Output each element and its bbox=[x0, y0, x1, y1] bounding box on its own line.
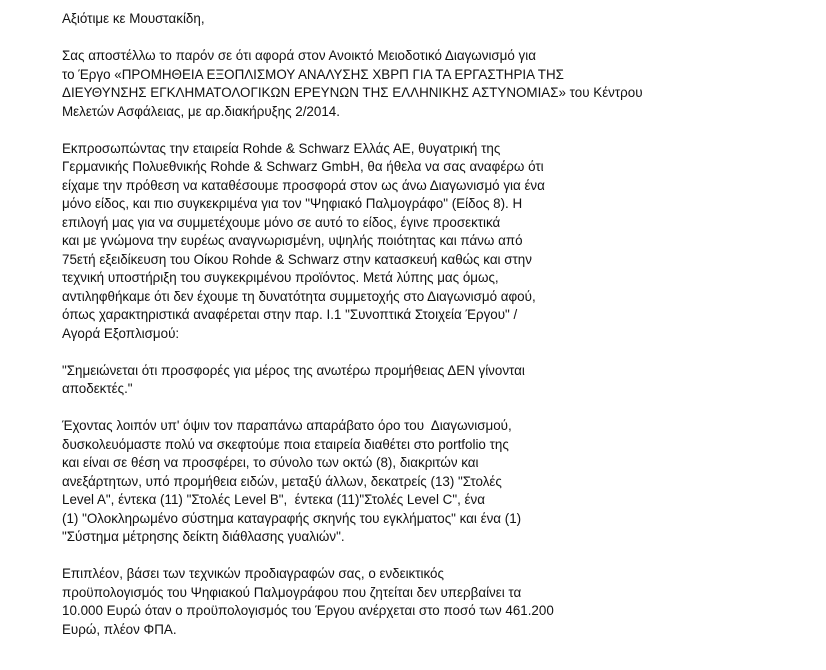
paragraph-gap bbox=[62, 399, 812, 418]
text-line: δυσκολευόμαστε πολύ να σκεφτούμε ποια εταιρεία διαθέτει στο portfolio της bbox=[62, 436, 509, 452]
text-line: και είναι σε θέση να προσφέρει, το σύνολο των οκτώ (8), διακριτών και bbox=[62, 455, 479, 470]
text-line: επιλογή μας για να συμμετέχουμε μόνο σε αυτό το είδος, έγινε προσεκτικά bbox=[62, 214, 501, 230]
letter-body bbox=[62, 10, 812, 639]
text-line: Αγορά Εξοπλισμού: bbox=[62, 325, 180, 341]
text-line: Επιπλέον, βάσει των τεχνικών προδιαγραφών σας, ο ενδεικτικός bbox=[62, 566, 444, 581]
text-line: ανεξάρτητων, υπό προμήθεια ειδών, μεταξύ άλλων, δεκατρείς (13) "Στολές bbox=[62, 473, 502, 489]
paragraph-budget bbox=[62, 565, 812, 639]
text-line: αντιληφθήκαμε ότι δεν έχουμε τη δυνατότητα συμμετοχής στο Διαγωνισμό αφού, bbox=[62, 288, 536, 304]
text-line: 10.000 Ευρώ όταν ο προϋπολογισμός του Έργου ανέρχεται στο ποσό των 461.200 bbox=[62, 603, 554, 618]
text-line: τεχνική υποστήριξη του συγκεκριμένου προϊόντος. Μετά λύπης μας όμως, bbox=[62, 270, 499, 285]
text-line: προϋπολογισμός του Ψηφιακού Παλμογράφου που ζητείται δεν υπερβαίνει τα bbox=[62, 584, 522, 600]
paragraph-gap bbox=[62, 121, 812, 140]
paragraph-quoted-clause bbox=[62, 362, 812, 399]
salutation: Αξιότιμε κε Μουστακίδη, bbox=[62, 11, 205, 26]
text-line: Εκπροσωπώντας την εταιρεία Rohde & Schwarz Ελλάς ΑΕ, θυγατρική της bbox=[62, 140, 501, 156]
paragraph-gap bbox=[62, 343, 812, 362]
text-line: Μελετών Ασφάλειας, με αρ.διακήρυξης 2/2014. bbox=[62, 103, 340, 119]
text-line: και με γνώμονα την ευρέως αναγνωρισμένη, υψηλής ποιότητας και πάνω από bbox=[62, 233, 523, 248]
text-line: μόνο είδος, και πιο συγκεκριμένα για τον "Ψηφιακό Παλμογράφο" (Είδος 8). Η bbox=[62, 196, 523, 211]
paragraph-gap bbox=[62, 547, 812, 566]
paragraph-company-intent bbox=[62, 140, 812, 344]
paragraph-gap bbox=[62, 29, 812, 48]
paragraph-tender-reference bbox=[62, 47, 812, 121]
text-line: όπως χαρακτηριστικά αναφέρεται στην παρ. Ι.1 "Συνοπτικά Στοιχεία Έργου" / bbox=[62, 307, 518, 322]
text-line: 75ετή εξειδίκευση του Οίκου Rohde & Schwarz στην κατασκευή καθώς και στην bbox=[62, 251, 532, 267]
text-line: αποδεκτές." bbox=[62, 381, 133, 396]
text-line: Γερμανικής Πολυεθνικής Rohde & Schwarz GmbH, θα ήθελα να σας αναφέρω ότι bbox=[62, 159, 544, 174]
text-line: "Σύστημα μέτρησης δείκτη διάθλασης γυαλιών". bbox=[62, 529, 345, 544]
text-line: Level A", έντεκα (11) "Στολές Level B", έντεκα (11)"Στολές Level C", ένα bbox=[62, 492, 485, 507]
text-line: Έχοντας λοιπόν υπ' όψιν τον παραπάνω απαράβατο όρο του Διαγωνισμού, bbox=[62, 418, 512, 433]
text-line: είχαμε την πρόθεση να καταθέσουμε προσφορά στον ως άνω Διαγωνισμό για ένα bbox=[62, 177, 545, 193]
text-line: (1) "Ολοκληρωμένο σύστημα καταγραφής σκηνής του εγκλήματος" και ένα (1) bbox=[62, 510, 522, 526]
text-line: Σας αποστέλλω το παρόν σε ότι αφορά στον Ανοικτό Μειοδοτικό Διαγωνισμό για bbox=[62, 48, 536, 63]
text-line: ΔΙΕΥΘΥΝΣΗΣ ΕΓΚΛΗΜΑΤΟΛΟΓΙΚΩΝ ΕΡΕΥΝΩΝ ΤΗΣ ΕΛΛΗΝΙΚΗΣ ΑΣΤΥΝΟΜΙΑΣ» του Κέντρου bbox=[62, 85, 643, 100]
text-line: "Σημειώνεται ότι προσφορές για μέρος της ανωτέρω προμήθειας ΔΕΝ γίνονται bbox=[62, 362, 525, 378]
text-line: Ευρώ, πλέον ΦΠΑ. bbox=[62, 621, 177, 637]
paragraph-portfolio-concern bbox=[62, 417, 812, 547]
text-line: το Έργο «ΠΡΟΜΗΘΕΙΑ ΕΞΟΠΛΙΣΜΟΥ ΑΝΑΛΥΣΗΣ ΧΒΡΠ ΓΙΑ ΤΑ ΕΡΓΑΣΤΗΡΙΑ ΤΗΣ bbox=[62, 66, 564, 82]
